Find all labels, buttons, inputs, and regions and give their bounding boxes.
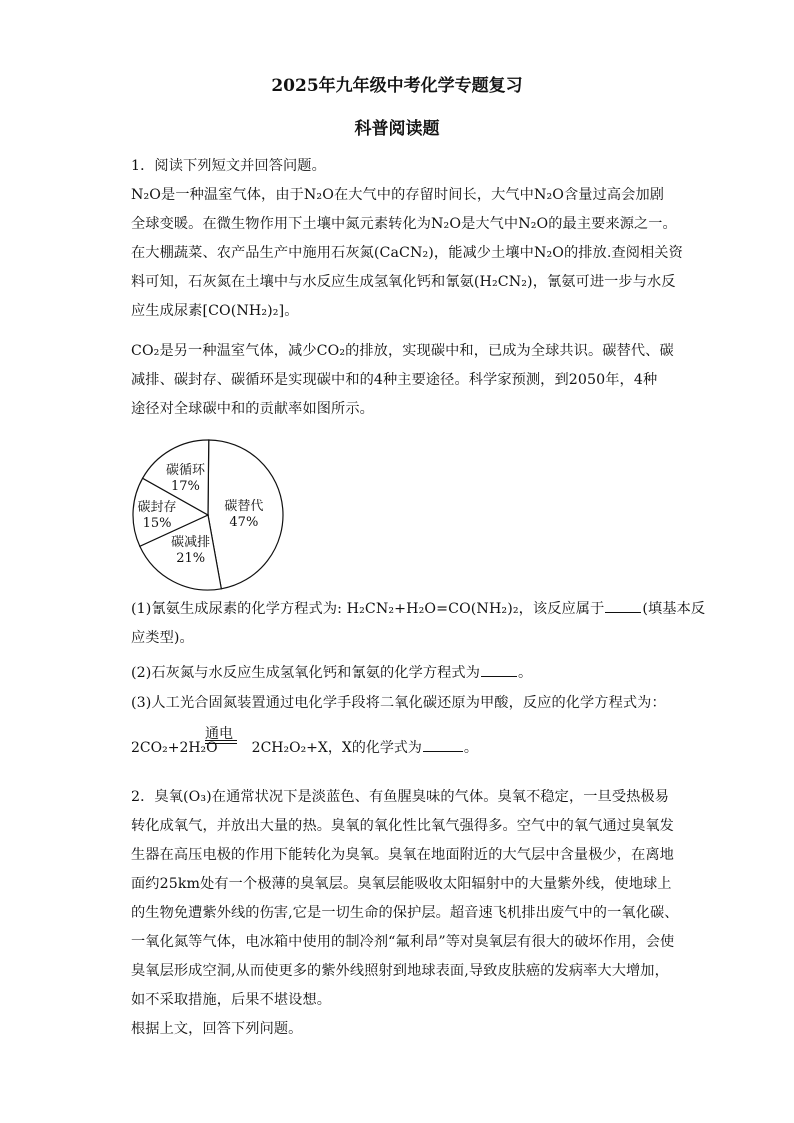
q2-line: 面约25km处有一个极薄的臭氧层。臭氧层能吸收太阳辐射中的大量紫外线，使地球上 [131,876,672,892]
q2-line: 一氧化氮等气体，电冰箱中使用的制冷剂“氟利昂”等对臭氧层有很大的破坏作用，会使 [131,934,675,950]
pie-chart [128,435,288,595]
page-subtitle: 科普阅读题 [354,119,440,139]
q1-intro: 1．阅读下列短文并回答问题。 [131,158,326,174]
q2-line: 臭氧层形成空洞,从而使更多的紫外线照射到地球表面,导致皮肤癌的发病率大大增加， [131,963,669,979]
slice-value-label: 47% [229,514,259,530]
q1-sub1-tail: (填基本反 [642,601,706,617]
q1-p1-line: 料可知，石灰氮在土壤中与水反应生成氢氧化钙和氰氨(H₂CN₂)，氰氨可进一步与水反 [131,274,676,290]
q1-sub1-cont: 应类型)。 [131,630,194,646]
reaction-condition: 通电 [205,726,233,742]
q2-line: 转化成氧气，并放出大量的热。臭氧的氧化性比氧气强得多。空气中的氧气通过臭氧发 [131,818,674,834]
q2-line: 生器在高压电极的作用下能转化为臭氧。臭氧在地面附近的大气层中含量极少，在离地 [131,847,674,863]
q1-sub1 [131,598,705,618]
q1-p2-line: CO₂是另一种温室气体，减少CO₂的排放，实现碳中和，已成为全球共识。碳替代、碳 [131,343,674,359]
q2-line: 的生物免遭紫外线的伤害,它是一切生命的保护层。超音速飞机排出废气中的一氧化碳、 [131,905,679,921]
answer-blank[interactable] [423,737,463,752]
q1-sub2 [131,662,532,682]
equation-left: 2CO₂+2H₂O [131,740,218,756]
answer-blank[interactable] [605,598,641,613]
equation-right: 2CH₂O₂+X，X的化学式为 [251,740,422,756]
q2-line: 如不采取措施，后果不堪设想。 [131,992,332,1008]
slice-value-label: 21% [176,551,206,567]
page-title: 2025年九年级中考化学专题复习 [271,76,523,96]
q1-p1-line: 在大棚蔬菜、农产品生产中施用石灰氮(CaCN₂)，能减少土壤中N₂O的排放.查阅相关资 [131,245,683,261]
slice-label: 碳减排 [171,535,211,551]
slice-value-label: 17% [171,479,200,495]
q1-sub1-text: (1)氰氨生成尿素的化学方程式为: H₂CN₂+H₂O=CO(NH₂)₂，该反应属于 [131,601,605,617]
slice-value-label: 15% [142,515,172,531]
slice-label: 碳替代 [224,498,264,514]
q1-p2-line: 途径对全球碳中和的贡献率如图所示。 [131,401,374,417]
q1-p1-line: N₂O是一种温室气体，由于N₂O在大气中的存留时间长，大气中N₂O含量过高会加剧 [131,187,665,203]
q1-p1-line: 应生成尿素[CO(NH₂)₂]。 [131,303,299,319]
answer-blank[interactable] [481,662,517,677]
equation-end: 。 [463,740,478,756]
slice-label: 碳循环 [165,463,205,479]
q1-sub2-end: 。 [518,665,533,681]
q1-sub2-text: (2)石灰氮与水反应生成氢氧化钙和氰氨的化学方程式为 [131,665,481,681]
equation-text [131,737,478,757]
q2-line: 根据上文，回答下列问题。 [131,1021,303,1037]
q1-p1-line: 全球变暖。在微生物作用下土壤中氮元素转化为N₂O是大气中N₂O的最主要来源之一。 [131,216,677,232]
slice-label: 碳封存 [137,499,177,515]
q2-line: 2．臭氧(O₃)在通常状况下是淡蓝色、有鱼腥臭味的气体。臭氧不稳定，一旦受热极易 [131,789,669,805]
q1-sub3: (3)人工光合固氮装置通过电化学手段将二氧化碳还原为甲酸，反应的化学方程式为： [131,695,666,711]
q1-p2-line: 减排、碳封存、碳循环是实现碳中和的4种主要途径。科学家预测，到2050年，4种 [131,372,658,388]
